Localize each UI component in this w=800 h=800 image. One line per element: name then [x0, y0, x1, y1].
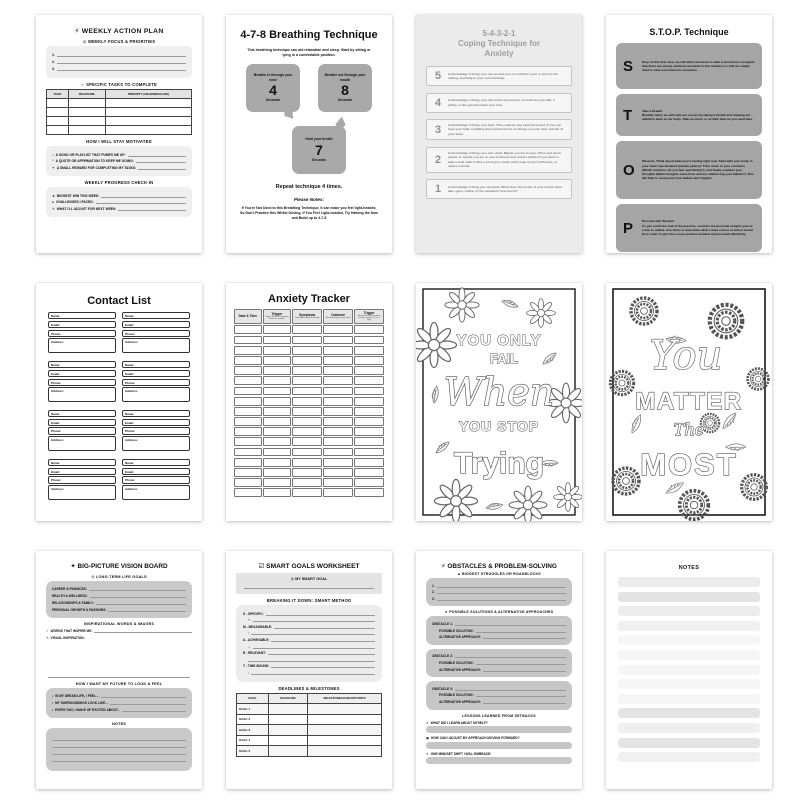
blank-line: [128, 153, 186, 157]
obstacle-block: OBSTACLE 2: POSSIBLE SOLUTION: ALTERNATIVE APPROACH:: [426, 649, 572, 677]
contact-block: [122, 410, 190, 453]
email-field: Email:: [48, 419, 116, 426]
tasks-table: [46, 89, 192, 135]
smart-method-box: [236, 605, 382, 682]
name-field: Name:: [48, 459, 116, 466]
note-bar: [618, 665, 760, 675]
col-milestones: MILESTONES/CHECKPOINTS: [308, 693, 382, 704]
email-field: Email:: [48, 321, 116, 328]
goal-line: PERSONAL GROWTH & PASSIONS:: [52, 608, 186, 612]
struggles-box: 1. 2. 3.: [426, 578, 572, 606]
coloring-word: Trying: [453, 447, 545, 480]
page-title: ⚡ WEEKLY ACTION PLAN: [74, 28, 164, 35]
coloring-art-flowers: [416, 283, 582, 521]
page-coloring-you-matter: [606, 283, 772, 521]
blank-line: [101, 194, 186, 198]
address-field: Address:: [48, 485, 116, 500]
blank-line: [455, 654, 566, 658]
bullet-icon: ▪: [52, 694, 54, 698]
note-bar: [618, 694, 760, 704]
smart-row: T - TIME-BOUND:: [243, 664, 375, 668]
lesson-question: ✔ WHAT DID I LEARN ABOUT MYSELF?: [426, 720, 488, 725]
focus-line: 1.: [52, 53, 186, 57]
email-field: Email:: [48, 370, 116, 377]
smart-row: M - MEASURABLE:: [243, 625, 375, 629]
col-rating: Trigger Anxiety Rating: How intense was your anxiety? (1 low, 5 high): [354, 309, 384, 324]
empty-tracker-row: [234, 448, 384, 457]
address-field: Address:: [122, 436, 190, 451]
bullet-icon: ▪: [52, 701, 54, 705]
blank-line: [101, 694, 186, 698]
blank-line: [118, 207, 186, 211]
future-line: ▪ EVERY DAY, I WAKE UP EXCITED ABOUT...: [52, 708, 186, 712]
name-field: Name:: [122, 361, 190, 368]
seconds-value: 8: [341, 82, 349, 99]
note-bar: [618, 723, 760, 733]
blank-line: [437, 590, 566, 594]
coloring-word: The: [673, 420, 705, 439]
blank-line: [96, 601, 186, 605]
page-title: 5-4-3-2-1 Coping Technique for Anxiety: [457, 29, 541, 58]
inspire-line: ✓ WORDS THAT INSPIRE ME:: [46, 629, 192, 633]
target-icon: ◎: [91, 575, 95, 579]
inspire-line: ✎ VISUAL INSPIRATION:: [46, 636, 85, 640]
checkbox-icon: ☑: [258, 563, 265, 570]
phone-field: Phone:: [122, 379, 190, 386]
empty-tracker-row: [234, 346, 384, 355]
blank-line: [483, 635, 566, 639]
contact-block: [122, 312, 190, 355]
page-obstacles: [416, 551, 582, 789]
blank-line: [455, 622, 566, 626]
empty-tracker-row: [234, 417, 384, 426]
page-coloring-you-only-fail: [416, 283, 582, 521]
blank-line: [437, 584, 566, 588]
contact-block: [122, 361, 190, 404]
page-anxiety-tracker: [226, 283, 392, 521]
address-field: Address:: [122, 338, 190, 353]
email-field: Email:: [48, 468, 116, 475]
blank-line: [52, 737, 186, 741]
col-trigger: Trigger Trigger: What was happening before the anxiety?: [263, 309, 291, 324]
grounding-step: 2 Acknowledge 2 things you can smell. Maybe you are in your office and smell pencil, or maybe you are in your bedroom and smell a pillow. If you need to take a brief walk to find a scent you could smell soap in your bathroom, or nature outside.: [426, 147, 572, 173]
phone-field: Phone:: [122, 427, 190, 434]
col-priority: PRIORITY (HIGH/MED/LOW): [105, 90, 191, 99]
coloring-art-mandala: [606, 283, 772, 521]
empty-tracker-row: [234, 336, 384, 345]
checkin-box: [46, 187, 192, 217]
section-inspirational: INSPIRATIONAL WORDS & IMAGES: [83, 622, 155, 626]
goals-box: [46, 581, 192, 618]
blank-line: [110, 701, 186, 705]
contact-block: [48, 459, 116, 502]
seconds-value: 4: [269, 82, 277, 99]
blank-line: [455, 687, 566, 691]
grounding-step: 4 Acknowledge 4 things you can touch around you. It could be your hair, a pillow, or the ground under your feet.: [426, 93, 572, 113]
tracker-body: [234, 325, 384, 497]
blank-line: [483, 700, 566, 704]
phone-field: Phone:: [122, 476, 190, 483]
page-coping-technique: [416, 15, 582, 253]
coloring-word: When: [443, 370, 555, 414]
empty-tracker-row: [234, 478, 384, 487]
motivation-item: “ A QUOTE OR AFFIRMATION TO KEEP ME GOING:: [52, 159, 186, 163]
empty-tracker-row: [234, 458, 384, 467]
future-line: ▪ IN MY DREAM LIFE, I FEEL...: [52, 694, 186, 698]
section-struggles: ▲ BIGGEST STRUGGLES OR ROADBLOCKS: [457, 572, 541, 576]
empty-tracker-row: [234, 376, 384, 385]
box-icon: ▣: [426, 736, 430, 740]
smart-goal-banner: ◎ MY SMART GOAL: [236, 573, 382, 594]
section-checkin: WEEKLY PROGRESS CHECK-IN: [84, 180, 154, 185]
motivation-item: ✦ A SMALL REWARD FOR COMPLETING MY TASKS:: [52, 166, 186, 170]
page-weekly-action-plan: [36, 15, 202, 253]
pencil-icon: ✎: [52, 206, 55, 211]
email-field: Email:: [122, 370, 190, 377]
blank-line: [483, 668, 566, 672]
speech-bubble-hold: Hold your breath 7 Seconds: [292, 126, 346, 174]
contact-block: [122, 459, 190, 502]
answer-bar: [426, 742, 572, 749]
blank-line: [96, 200, 186, 204]
page-title: Contact List: [87, 295, 151, 307]
future-line: ▪ MY SURROUNDINGS LOOK LIKE...: [52, 701, 186, 705]
email-field: Email:: [122, 468, 190, 475]
address-field: Address:: [122, 485, 190, 500]
phone-field: Phone:: [48, 427, 116, 434]
blank-line: [94, 629, 192, 633]
phone-field: Phone:: [48, 476, 116, 483]
blank-line: [138, 166, 186, 170]
page-title: NOTES: [678, 565, 700, 571]
section-future: HOW I WANT MY FUTURE TO LOOK & FEEL: [75, 682, 163, 686]
section-deadlines: DEADLINES & MILESTONES: [278, 685, 340, 691]
empty-task-row: [47, 117, 192, 126]
contact-blocks: [48, 312, 190, 502]
note-bar: [618, 621, 760, 631]
focus-line: 2.: [52, 60, 186, 64]
blank-line: [52, 758, 186, 762]
smart-row: A - ACHIEVABLE:: [243, 638, 375, 642]
note-bar: [618, 635, 760, 645]
checkin-item: ✎ WHAT I'LL ADJUST FOR NEXT WEEK:: [52, 207, 186, 211]
empty-task-row: [47, 108, 192, 117]
stop-step-t: T Take a Breath. Breathe. Next, we will calm our nerves by taking a breath and drawing our attention back to our body. Take as much, or as little time as you need here.: [616, 94, 762, 136]
empty-tracker-row: [234, 397, 384, 406]
coloring-word: YOU STOP: [458, 418, 540, 434]
sparkle-icon: ✦: [70, 563, 76, 570]
contact-block: [48, 312, 116, 355]
check-icon: ✔: [426, 720, 429, 725]
bubble-tail: [284, 106, 293, 118]
name-field: Name:: [48, 410, 116, 417]
speech-bubble-exhale: Breathe out through your mouth 8 Seconds: [318, 64, 372, 112]
col-outcome: Outcome What helped you to calm down?: [323, 309, 353, 324]
empty-tracker-row: [234, 366, 384, 375]
blank-line: [274, 625, 375, 629]
email-field: Email:: [122, 321, 190, 328]
checkin-item: ★ BIGGEST WIN THIS WEEK:: [52, 194, 186, 198]
empty-tracker-row: [234, 437, 384, 446]
blank-line: [253, 618, 375, 622]
goal-row: GOAL 5: [237, 746, 382, 757]
blank-line: [248, 658, 375, 662]
blank-line: [271, 638, 375, 642]
coloring-word: MOST: [640, 447, 738, 482]
grounding-step: 3 Acknowledge 3 things you hear. This could be any external sound. If you can hear your belly rumbling that counts! Focus on things you can hear outside of your body.: [426, 119, 572, 140]
check-icon: ✓: [46, 629, 49, 633]
page-title: Anxiety Tracker: [268, 293, 350, 305]
note-bar: [618, 606, 760, 616]
milestones-table: [236, 693, 382, 757]
page-title: S.T.O.P. Technique: [649, 27, 729, 37]
blank-line: [251, 631, 375, 635]
smart-row: S - SPECIFIC:: [243, 612, 375, 616]
pencil-icon: ✎: [46, 636, 49, 640]
pencil-icon: ✎: [248, 618, 251, 623]
page-title: ✦ BIG-PICTURE VISION BOARD: [70, 563, 168, 570]
goal-line: HEALTH & WELLNESS:: [52, 594, 186, 598]
lesson-question: ✦ ONE MINDSET SHIFT I WILL EMBRACE:: [426, 751, 492, 756]
notes-heading: Please Notes:: [293, 196, 325, 202]
page-stop-technique: [606, 15, 772, 253]
blank-line: [57, 67, 186, 71]
blank-line: [271, 664, 375, 668]
tracker-table: [234, 309, 384, 497]
lesson-question: ▣ HOW CAN I ADJUST MY APPROACH MOVING FORWARD?: [426, 736, 520, 740]
visual-inspiration-space: [46, 643, 192, 677]
col-task: TASK: [47, 90, 69, 99]
col-symptoms: Symptoms Physical/Emotional/ Behavioral: [292, 309, 322, 324]
blank-line: [122, 708, 186, 712]
note-bar: [618, 752, 760, 762]
future-box: [46, 688, 192, 718]
note-bar: [618, 592, 760, 602]
section-notes: NOTES: [111, 722, 127, 726]
section-solutions: ➤ POSSIBLE SOLUTIONS & ALTERNATIVE APPROACHES: [444, 610, 554, 615]
col-date-time: Date & Time: [234, 309, 262, 324]
goal-row: GOAL 4: [237, 735, 382, 746]
blank-line: [48, 677, 190, 678]
grounding-step: 5 Acknowledge 5 things you see around you. It could be a pen, a spot on the ceiling, anything in your surroundings.: [426, 66, 572, 86]
section-breakdown: BREAKING IT DOWN: SMART METHOD: [266, 598, 352, 603]
goal-line: CAREER & FINANCES:: [52, 587, 186, 591]
note-bar: [618, 738, 760, 748]
goal-row: GOAL 3: [237, 725, 382, 736]
lightning-icon: ⚡: [441, 563, 446, 570]
col-deadline: DEADLINE: [68, 90, 105, 99]
speech-bubble-inhale: Breathe in through your nose 4 Seconds: [246, 64, 300, 112]
col-deadline: DEADLINE: [268, 693, 307, 704]
grounding-step: 1 Acknowledge 1 thing you can taste. What does the inside of your mouth taste like—gum, coffee, or the sandwich from lunch?: [426, 179, 572, 199]
blank-line: [266, 612, 375, 616]
stop-step-s: S Stop. In this first step, we will allow ourselves to take a moment to recognize that there are strong emotions involved in this situation or that we simply need to have a moment for ourselves.: [616, 43, 762, 89]
motivation-item: ♪ A SONG OR PLAYLIST THAT PUMPS ME UP:: [52, 153, 186, 157]
blank-line: [57, 60, 186, 64]
page-smart-goals: [226, 551, 392, 789]
address-field: Address:: [48, 338, 116, 353]
name-field: Name:: [122, 410, 190, 417]
stop-step-o: O Observe. Think about what you're feeling right now. Start with your body. Is your heart rate elevated (sweaty palms)? Then move to your emotions (Which emotions do you feel specifically?), and finally examine your thoughts (What thoughts came from and are influencing your beliefs?). This will help to reveal your true beliefs and insights.: [616, 141, 762, 199]
name-field: Name:: [122, 459, 190, 466]
bullet-icon: ▪: [248, 670, 250, 675]
empty-task-row: [47, 126, 192, 135]
page-contact-list: [36, 283, 202, 521]
phone-field: Phone:: [122, 330, 190, 337]
seconds-value: 7: [315, 141, 323, 158]
obstacle-block: OBSTACLE 3: POSSIBLE SOLUTION: ALTERNATIVE APPROACH:: [426, 681, 572, 709]
obstacle-block: OBSTACLE 1: POSSIBLE SOLUTION: ALTERNATIVE APPROACH:: [426, 616, 572, 644]
empty-tracker-row: [234, 407, 384, 416]
lightning-icon: ⚡: [74, 28, 80, 35]
page-title: 4-7-8 Breathing Technique: [240, 29, 378, 41]
bullet-icon: ▪: [248, 631, 250, 636]
email-field: Email:: [122, 419, 190, 426]
note-bar: [618, 708, 760, 718]
phone-field: Phone:: [48, 330, 116, 337]
target-icon: ◎: [82, 39, 87, 44]
section-weekly-focus: ◎ WEEKLY FOCUS & PRIORITIES: [82, 39, 156, 44]
blank-line: [476, 661, 566, 665]
note-bar: [618, 679, 760, 689]
blank-line: [52, 751, 186, 755]
section-long-term-goals: ◎ LONG-TERM LIFE GOALS: [91, 575, 147, 579]
blank-line: [108, 608, 186, 612]
reward-icon: ✦: [52, 165, 55, 170]
name-field: Name:: [48, 312, 116, 319]
blank-line: [52, 744, 186, 748]
address-field: Address:: [48, 387, 116, 402]
empty-tracker-row: [234, 488, 384, 497]
empty-tracker-row: [234, 468, 384, 477]
page-grid: [36, 15, 772, 789]
coloring-word: FAIL: [489, 351, 519, 366]
empty-tracker-row: [234, 387, 384, 396]
blank-line: [251, 671, 375, 675]
blank-line: [437, 597, 566, 601]
blank-line: [57, 53, 186, 57]
target-icon: ◎: [290, 577, 295, 581]
motivation-box: [46, 146, 192, 176]
empty-tracker-row: [234, 325, 384, 334]
stop-step-p: P Proceed with Wisdom. As you reach the end of the practice, consider the personal insights you've come to realize. Use these to determine what a wise course of action would be in order to get into a more positive mindset and proceed effectively.: [616, 204, 762, 252]
page-title: ⚡ OBSTACLES & PROBLEM-SOLVING: [441, 563, 557, 570]
tracker-header-row: [234, 309, 384, 324]
intro-text: This breathing technique can aid relaxation and sleep. Start by sitting or lying in a comfortable position.: [247, 47, 371, 57]
name-field: Name:: [48, 361, 116, 368]
coloring-word: YOU ONLY: [456, 332, 542, 349]
note-bar: [618, 650, 760, 660]
quote-icon: “: [52, 159, 54, 163]
col-goal: GOAL: [237, 693, 269, 704]
goal-line: RELATIONSHIPS & FAMILY:: [52, 601, 186, 605]
blank-line: [268, 651, 375, 655]
goal-row: GOAL 2: [237, 714, 382, 725]
dot-icon: ●: [52, 200, 54, 204]
check-icon: ✓: [81, 82, 85, 87]
smart-row: R - RELEVANT:: [243, 651, 375, 655]
blank-line: [253, 645, 375, 649]
contact-block: [48, 410, 116, 453]
answer-bar: [426, 726, 572, 733]
blank-line: [476, 693, 566, 697]
answer-bar: [426, 757, 572, 764]
star-icon: ★: [52, 193, 55, 198]
empty-tracker-row: [234, 356, 384, 365]
breathing-bubbles: [236, 64, 382, 176]
empty-task-row: [47, 99, 192, 108]
bullet-icon: ▪: [52, 708, 54, 712]
empty-tracker-row: [234, 427, 384, 436]
page-vision-board: [36, 551, 202, 789]
notes-lines: [618, 577, 760, 762]
coloring-word: You: [649, 333, 723, 379]
coloring-word: MATTER: [635, 388, 743, 415]
section-motivated: HOW I WILL STAY MOTIVATED: [86, 139, 152, 144]
notes-text: If You're Not Used to this Breathing Technique, It can make you feel light-headed, So Don't Practice this Whilst Driving. If You Feel Light-headed, Try Halving the time and Build up to 4-7-8: [240, 205, 378, 220]
check-icon: ✓: [248, 644, 251, 649]
name-field: Name:: [122, 312, 190, 319]
goal-row: GOAL 1: [237, 704, 382, 715]
page-notes: [606, 551, 772, 789]
arrow-icon: ➤: [444, 610, 448, 615]
checkin-item: ● CHALLENGES I FACED:: [52, 200, 186, 204]
contact-block: [48, 361, 116, 404]
address-field: Address:: [122, 387, 190, 402]
blank-line: [476, 629, 566, 633]
section-tasks: ✓ SPECIFIC TASKS TO COMPLETE: [81, 82, 157, 87]
phone-field: Phone:: [48, 379, 116, 386]
warning-icon: ▲: [457, 572, 461, 576]
blank-line: [90, 594, 186, 598]
notes-box: [46, 728, 192, 771]
focus-box: [46, 46, 192, 78]
page-breathing-technique: [226, 15, 392, 253]
repeat-instruction: Repeat technique 4 times.: [275, 183, 343, 190]
address-field: Address:: [48, 436, 116, 451]
note-bar: [618, 577, 760, 587]
blank-line: [244, 585, 374, 589]
sparkle-icon: ✦: [426, 751, 429, 756]
focus-line: 3.: [52, 67, 186, 71]
blank-line: [89, 587, 186, 591]
section-lessons: LESSONS LEARNED FROM SETBACKS: [462, 713, 536, 718]
page-title: ☑ SMART GOALS WORKSHEET: [258, 563, 360, 570]
blank-line: [136, 159, 186, 163]
music-icon: ♪: [52, 152, 54, 157]
